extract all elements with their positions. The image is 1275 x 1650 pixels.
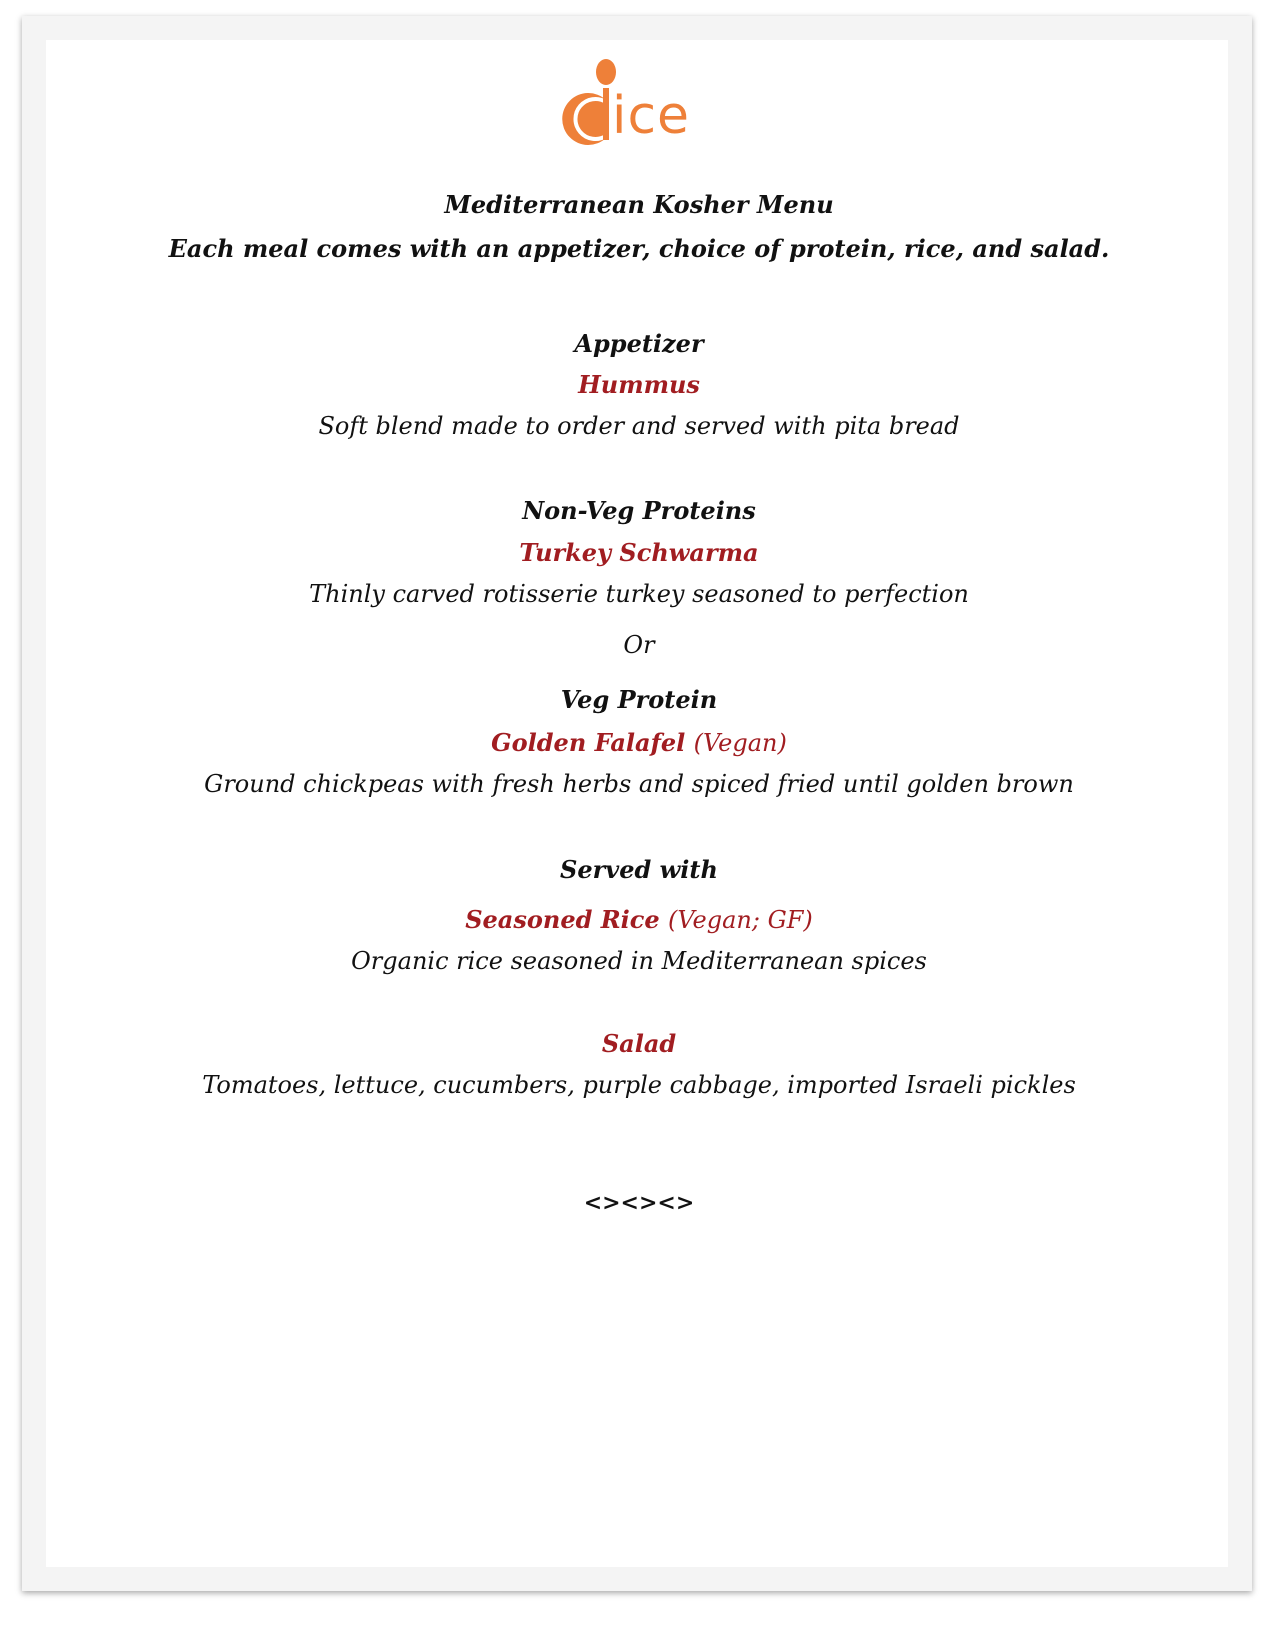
appetizer-heading: Appetizer bbox=[574, 329, 704, 358]
salad-item: Salad bbox=[601, 1029, 677, 1058]
salad-description: Tomatoes, lettuce, cucumbers, purple cabbage, imported Israeli pickles bbox=[202, 1071, 1076, 1099]
menu-title: Mediterranean Kosher Menu bbox=[444, 190, 834, 219]
logo-wordmark: ice bbox=[612, 86, 691, 146]
served-with-heading: Served with bbox=[560, 855, 718, 884]
non-veg-heading: Non-Veg Proteins bbox=[522, 496, 756, 525]
closing-ornament: <><><> bbox=[583, 1190, 695, 1216]
veg-item-line bbox=[24, 728, 1254, 757]
or-separator: Or bbox=[623, 631, 655, 659]
non-veg-description: Thinly carved rotisserie turkey seasoned to perfection bbox=[309, 580, 969, 608]
veg-item: Golden Falafel bbox=[491, 728, 686, 757]
served-with-item-tag: (Vegan; GF) bbox=[668, 906, 813, 934]
appetizer-item: Hummus bbox=[578, 370, 700, 399]
served-with-item-line bbox=[24, 905, 1254, 934]
veg-description: Ground chickpeas with fresh herbs and spiced fried until golden brown bbox=[204, 770, 1074, 798]
served-with-description: Organic rice seasoned in Mediterranean spices bbox=[351, 947, 927, 975]
veg-heading: Veg Protein bbox=[560, 685, 718, 714]
served-with-item: Seasoned Rice bbox=[465, 905, 660, 934]
menu-subtitle: Each meal comes with an appetizer, choice of protein, rice, and salad. bbox=[168, 234, 1110, 263]
document-page-inner bbox=[46, 40, 1228, 1567]
dice-logo bbox=[558, 58, 728, 158]
appetizer-description: Soft blend made to order and served with pita bread bbox=[318, 412, 960, 440]
non-veg-item: Turkey Schwarma bbox=[519, 538, 759, 567]
veg-item-tag: (Vegan) bbox=[693, 729, 787, 757]
